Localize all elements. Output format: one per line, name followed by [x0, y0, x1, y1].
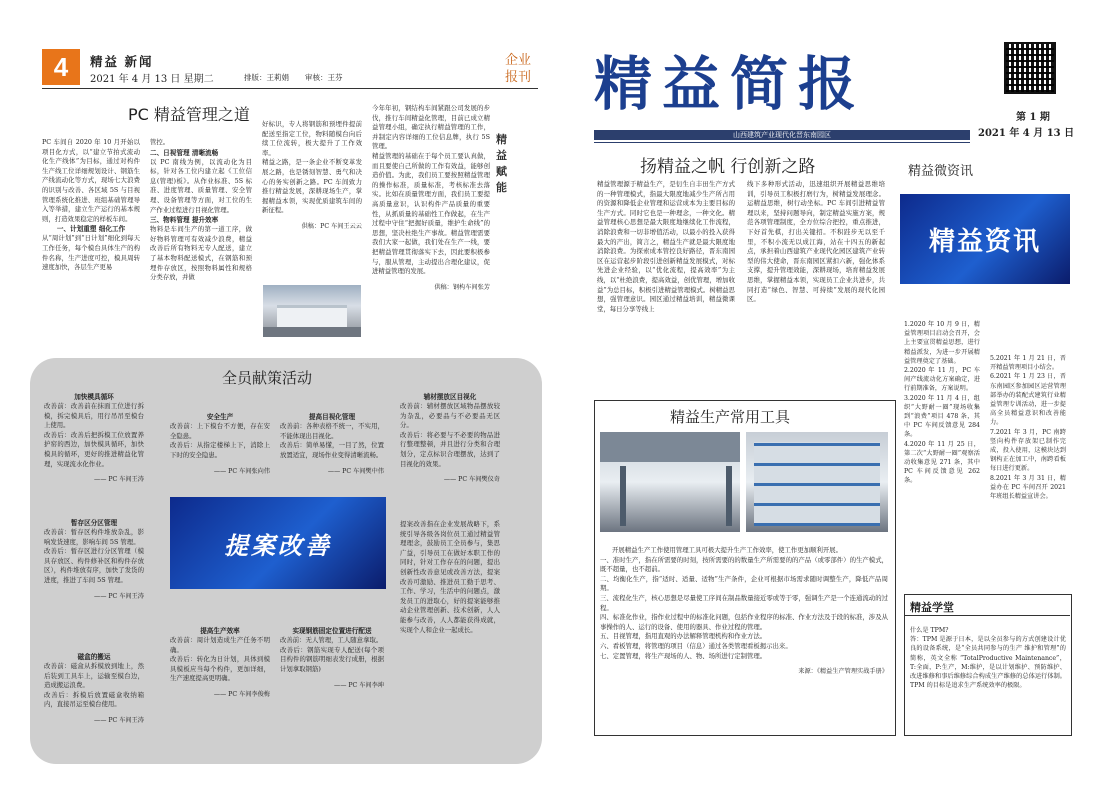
idea-before: 改善前：周计划造成生产任务不明确。 [170, 636, 270, 654]
paragraph: 精益管理的基础在于每个员工要认真做，而且要使自己所做的工作有效益，能够创造价值。为此，我们员工要按照精益管理的操作标准，质量标准，考核标准去落实。比如在质量管理方面，我们员工要提高质量意识，认识构件产品质量的重要性，从抓质量的基础性工作做起，在生产过程中守住“把握好质量，维护生命线”的思想，坚决杜绝生产事故。精益管理需要我们大家一起做，我们处在生产一线，要把精益管理贯彻落实下去，因此要积极参与，服从管理，主动提出合理化建议，促进精益管理的发展。 [372, 151, 490, 276]
paragraph: 精益管理源于精益生产，是衍生自丰田生产方式的一种管理模式，指最大限度地减少生产所占用的资源和降低企业管理和运营成本为主要目标的生产方式。同时它也是一种理念，一种文化。精益管理核心思想是最大限度地继续化工作流程，消除浪费和一切非增值活动，以最小的投入获得最大的产出，简言之，精益生产就是最大限度地消除浪费。为探索成本管控良好路径，晋东南园区在运营起步阶段引进创新精益发展模式，对标先进企业经验，以“优化流程，提高效率”为主线，以“杜绝浪费，提高效益，创优管理，增加收益”为总目标，积极引进精益管理模式。树精益思想，强管理意识。园区通过精益培训，精益微课堂，每日分享等线上 [597, 180, 735, 313]
idea-after: 改善后：改善后把拆模工位放置养护窑的西边，加快模具循环，加快模具的循环，更好的推进精益化管理，实现流水化作业。 [44, 430, 144, 468]
micro-news-col-a [904, 320, 980, 486]
learning-body [910, 626, 1066, 690]
workshop-photo-right [746, 432, 888, 532]
vertical-title-char: 能 [496, 181, 507, 194]
byline: —— PC 车间李俊梅 [213, 691, 270, 699]
idea-card [400, 392, 500, 491]
paragraph: 以 PC 南线为例，以流动化为目标，针对各工位内建立起《工位信息(管理)板》。从作业标准、5S 标准、进度管理、质量管理、安全管理、设备管理等方面，对工位的生产作业过程进行目视化管理。 [150, 157, 252, 214]
issue-number: 第 1 期 [1016, 112, 1050, 123]
byline: —— PC 车间樊仪奇 [443, 476, 500, 484]
org-name: 山西建筑产业现代化晋东南园区 [733, 131, 831, 139]
idea-after: 改善后：转化为日计划，具体到模具模板应当每个构件，更加详细，生产速度提高更明确。 [170, 655, 270, 683]
tools-title: 精益生产常用工具 [670, 408, 791, 426]
vertical-title-char: 益 [496, 149, 507, 162]
micro-banner-text: 精益资讯 [928, 225, 1041, 256]
idea-after: 改善后：从指定楼梯上下，消除上下时的安全隐患。 [170, 441, 270, 459]
page-number: 4 [53, 51, 69, 82]
byline: —— PC 车间李坤 [334, 681, 384, 689]
idea-title: 暂存区分区管理 [70, 519, 118, 527]
issue-date: 2021 年 4 月 13 日 [978, 128, 1075, 139]
idea-before: 改善前：上下模台不方便，存在安全隐患。 [170, 422, 270, 440]
idea-title: 辅材摆放区目视化 [423, 393, 477, 401]
idea-after: 改善后：钢筋实现专人配送(每个项目构件的钢筋明细表发行成册，根据计划拿取钢筋) [280, 645, 384, 673]
paragraph: 提案改善指在企业发展战略下，系统引导各级各岗位员工通过精益管理理念，鼓励员工全员参与，集思广益，引导员工在做好本职工作的同时，针对工作存在的问题，提出创新性改善意见或改善方法，提案改善可激励、推进员工勤于思考、工作、学习，生活中的问题点，激发员工的进取心，好的提案能够推动企业管理创新、技术创新，人人能参与改善，人人都能获得成就，实现个人和企业一起成长。 [400, 520, 500, 634]
idea-card [44, 518, 144, 607]
page-number-badge [42, 49, 80, 85]
proposal-description [400, 520, 500, 635]
learning-title: 精益学堂 [910, 601, 954, 614]
org-bar-rule [594, 142, 970, 143]
news-item: 1.2020 年 10 月 9 日，精益管理项目启动会召开，会上主要宣贯精益思想，进行精益派发，为进一步开展精益管理奠定了基础。 [904, 321, 980, 365]
news-item: 6.2021 年 1 月 23 日，晋东南园区参加园区运营管理部举办的装配式建筑行业精益管理专训活动，进一步提高全员精益意识和改善能力。 [990, 373, 1066, 427]
tool-item: 七、定置管理，将生产现场的人、物、场所进行定制管理。 [600, 651, 767, 660]
article-title: PC 精益管理之道 [128, 105, 250, 124]
byline: 供稿：钢构车间张芳 [434, 283, 490, 291]
idea-card [170, 626, 270, 705]
idea-card [44, 652, 144, 731]
micro-news-col-b [990, 354, 1066, 501]
paragraph: 从“周计划”到“日计划”细化到每天工作任务，每个模台具体生产的构件名称，生产进度可控，模具周转速度加快，各层生产更易 [42, 234, 140, 272]
idea-title: 安全生产 [206, 413, 234, 421]
article-col-3 [262, 120, 362, 237]
idea-before: 改善前：辅材摆放区域物品摆放较为杂乱，必要品与不必要品无区分。 [400, 402, 500, 430]
lead-col-1 [597, 180, 735, 314]
micro-news-banner [900, 194, 1070, 284]
subheading: 二、日视管理 清晰流畅 [150, 148, 219, 157]
byline: —— PC 车间张向伟 [213, 467, 270, 475]
idea-card [280, 412, 384, 482]
idea-before: 改善前：各种表格不统一，不实用，不能体现出目视化。 [280, 422, 384, 440]
corner-label-top: 企业 [505, 52, 532, 67]
subheading: 三、物料管理 提升效率 [150, 216, 219, 225]
learning-title-rule [904, 615, 1070, 616]
idea-title: 提高生产效率 [200, 627, 240, 635]
byline: —— PC 车间王涛 [94, 476, 144, 484]
news-item: 3.2020 年 11 月 4 日，组织“大野耐一圈”现场收集到“浪费”项目 478 条，其中 PC 车间反馈意见 284 条。 [904, 394, 980, 439]
idea-before: 改善前：暂存区构件堆放杂乱，影响发货速度，影响车间 5S 管理。 [44, 528, 144, 546]
idea-card [170, 412, 270, 482]
workshop-photo-left [600, 432, 740, 532]
paragraph: 物料是车间生产的第一道工序，做好物料管理可有效减少浪费，精益改善后所有物料无专人配送，建立了基本物料配送模式，在钢筋和预埋件存放区，按照物料属性和规格分类存放，并做 [150, 225, 252, 282]
news-item: 7.2021 年 3 月，PC 南跨竖向构件存放架已制作完成，投入使用，这模块达到钢构正在加工中，南跨看板每日进行更新。 [990, 428, 1066, 473]
paragraph: 线下多种形式活动，迅速组织开展精益思维培训，引导员工积极打磨行为，树精益发展理念。运精益思维，树行动坐标。PC 车间引进精益管理以来，坚持问题导向，制定精益实施方案，规范各项管理制度，全方位综合把控，重点推进，下好首先棋，打出关键招。不积跬步无以至千里，不积小流无以成江海，站在十四五的新起点，承担着山西建筑产业现代化园区建筑产业转型的伟大使命，晋东南园区紧扣六新，强化体系支撑，提升管理效能，深耕现场，培育精益发展思维，掌握精益本领，实现员工企业共进步，共同打造“绿色、智慧、可持续”发展的现代化园区。 [747, 180, 885, 304]
news-item: 8.2021 年 3 月 31 日，精益办在 PC 车间召开 2021 年班组长精益宣讲会。 [990, 474, 1066, 501]
idea-after: 改善后：将必要与不必要的物品进行整理整顿，并且进行分类和合理划分，定点标识合理摆放，达到了目视化的效果。 [400, 430, 500, 468]
tool-item: 四、标准化作业，指作业过程中的标准化问题，包括作业程序的标准、作业方法及于段的标准，涉及从事操作的人、运行的设备、使用的器具、作业过程的管理。 [600, 613, 888, 631]
reviewer-credit: 审核：王芬 [305, 73, 343, 82]
byline: —— PC 车间樊中伟 [327, 467, 384, 475]
tool-item: 五、目视管理，指用直观的办法解释管理机构和作业方法。 [600, 632, 767, 641]
subheading: 一、计划重塑 细化工作 [56, 225, 126, 234]
lead-title: 扬精益之帆 行创新之路 [640, 157, 816, 177]
question: 什么是 TPM? [910, 627, 949, 634]
factory-photo [263, 285, 361, 337]
idea-before: 改善前：改善前在抹面工位进行拆模，拆完模具后，用行吊吊至模台上使用。 [44, 402, 144, 430]
header-rule [42, 88, 538, 89]
answer: 答：TPM 是源于日本，是以全员参与的方式创建设计优良的设备系统，是“全员共同参与的生产 维护和管理”的简称，英文全称 “TotalProductive Maintenance”，T:全面，P:生产，M:维护，是以计划维护、预防维护、改进维修和事后维修综合构成生产维修的总体运行体制。TPM 的目标是追求生产系统效率的极限。 [910, 636, 1066, 690]
paragraph: 好标识，专人将钢筋和预埋件提前配送至指定工位，物料随模台向后续工位流转，极大提升了工作效率。 [262, 120, 362, 157]
issue-date: 2021 年 4 月 13 日 星期二 [90, 74, 214, 85]
vertical-title-char: 赋 [496, 165, 507, 178]
article-col-2 [150, 138, 252, 283]
idea-before: 改善前：无人管理，工人随意拿取。 [280, 636, 383, 644]
idea-after: 改善后：拆模后放置磁盒收纳箱内，直接吊运至模台使用。 [44, 690, 144, 709]
banner-text: 提案改善 [224, 532, 332, 560]
lead-col-2 [747, 180, 885, 305]
idea-title: 加快模具循环 [74, 393, 114, 401]
tool-item: 一、准时生产，指在所需要的时刻，按所需要的的数量生产所需要的的产品（或零部件）的生产模式，既不超量，也不超前。 [600, 555, 888, 574]
idea-after: 改善后：简单易懂，一目了然，位置放置适宜，现场作业变得清晰流畅。 [280, 441, 384, 459]
org-bar [594, 130, 970, 140]
qr-code [1004, 42, 1056, 94]
source-note: 来源：《精益生产管理实战手册》 [798, 668, 888, 676]
news-item: 5.2021 年 1 月 21 日，晋开精益管理项目小结会。 [990, 355, 1066, 372]
idea-after: 改善后：暂存区进行分区管理（模具存放区、构件修补区和构件存放区），构件堆放有序，加快了发货的进度，推进了车间 5S 管理。 [44, 547, 144, 584]
corner-label-bottom: 报刊 [505, 69, 532, 84]
tool-item: 二、均衡化生产，指“适时、适量、适物”生产条件，企业可根据市场需求随时调整生产，降低产品周期。 [600, 574, 888, 593]
tools-body [600, 546, 888, 683]
micro-news-title: 精益微资讯 [908, 164, 974, 179]
byline: —— PC 车间王涛 [94, 717, 144, 725]
idea-card [280, 626, 384, 696]
section-name: 精益 新闻 [90, 55, 154, 69]
news-item: 2.2020 年 11 月，PC 车间产线流动化方案确定，进行前期准备，方案说明。 [904, 367, 980, 393]
vertical-title-char: 精 [496, 133, 507, 146]
tool-item: 三、流程化生产，核心思想是尽量使工序间在制品数量接近零或等于零，强调生产是一个连通流动的过程。 [600, 593, 888, 612]
paragraph: PC 车间自 2020 年 10 月开始以项目化方式，以“建立节拍式流动化生产线体”为目标，通过对构件生产线工位详细规划设计、钢筋生产线流动化等方式，现场七大浪费的识别与改善、各区域 5S 与目视管理系统化推进、班组基础管理导入等举措，建立生产运行的基本规则，打造效果稳定的样板车间。 [42, 138, 140, 223]
proposal-banner [170, 497, 386, 589]
idea-title: 提高目视化管理 [308, 413, 356, 421]
idea-title: 磁盒的搬运 [77, 653, 111, 661]
idea-card [44, 392, 144, 491]
paragraph: 开展精益生产工作使用管理工具可极大提升生产工作效率，使工作更加顺利开展。 [612, 546, 843, 554]
article-col-4 [372, 104, 490, 298]
news-item: 4.2020 年 11 月 25 日，第二次“大野耐一圈”观察活动收集意见 271 条，其中 PC 车间反馈意见 262 条。 [904, 440, 980, 485]
idea-title: 实现钢筋固定位置进行配送 [292, 627, 372, 635]
paragraph: 今年年初，钢结构车间紧跟公司发展的步伐，推行车间精益化管理，目前已成立精益管理小组，确定执行精益管理的工作，并制定内容详细的工位信息牌，执行 5S 管理。 [372, 104, 490, 151]
article-col-1 [42, 138, 140, 273]
paragraph: 精益之路，是一条企业不断变革发展之路，也是锈刻智慧、勇气和决心的务实创新之路。PC 车间致力推行精益发展，深耕现场生产，掌握精益本领，实现优质建筑车间的新征程。 [262, 158, 362, 215]
editor-credit: 排版：王莉娟 [244, 73, 289, 82]
byline: —— PC 车间王涛 [94, 592, 144, 600]
idea-before: 改善前：磁盒从拆模放到地上，然后装到工具车上，运输至模台边，造成搬运浪费。 [44, 662, 144, 690]
activity-title: 全员献策活动 [222, 369, 313, 387]
tool-item: 六、看板管理，将管理的项目（信息）通过各类管理看板揭示出来。 [600, 641, 792, 650]
byline: 供稿：PC 车间王云云 [301, 223, 362, 231]
paragraph: 管控。 [150, 138, 170, 146]
vertical-title [496, 132, 510, 196]
masthead-title: 精益简报 [594, 50, 867, 118]
